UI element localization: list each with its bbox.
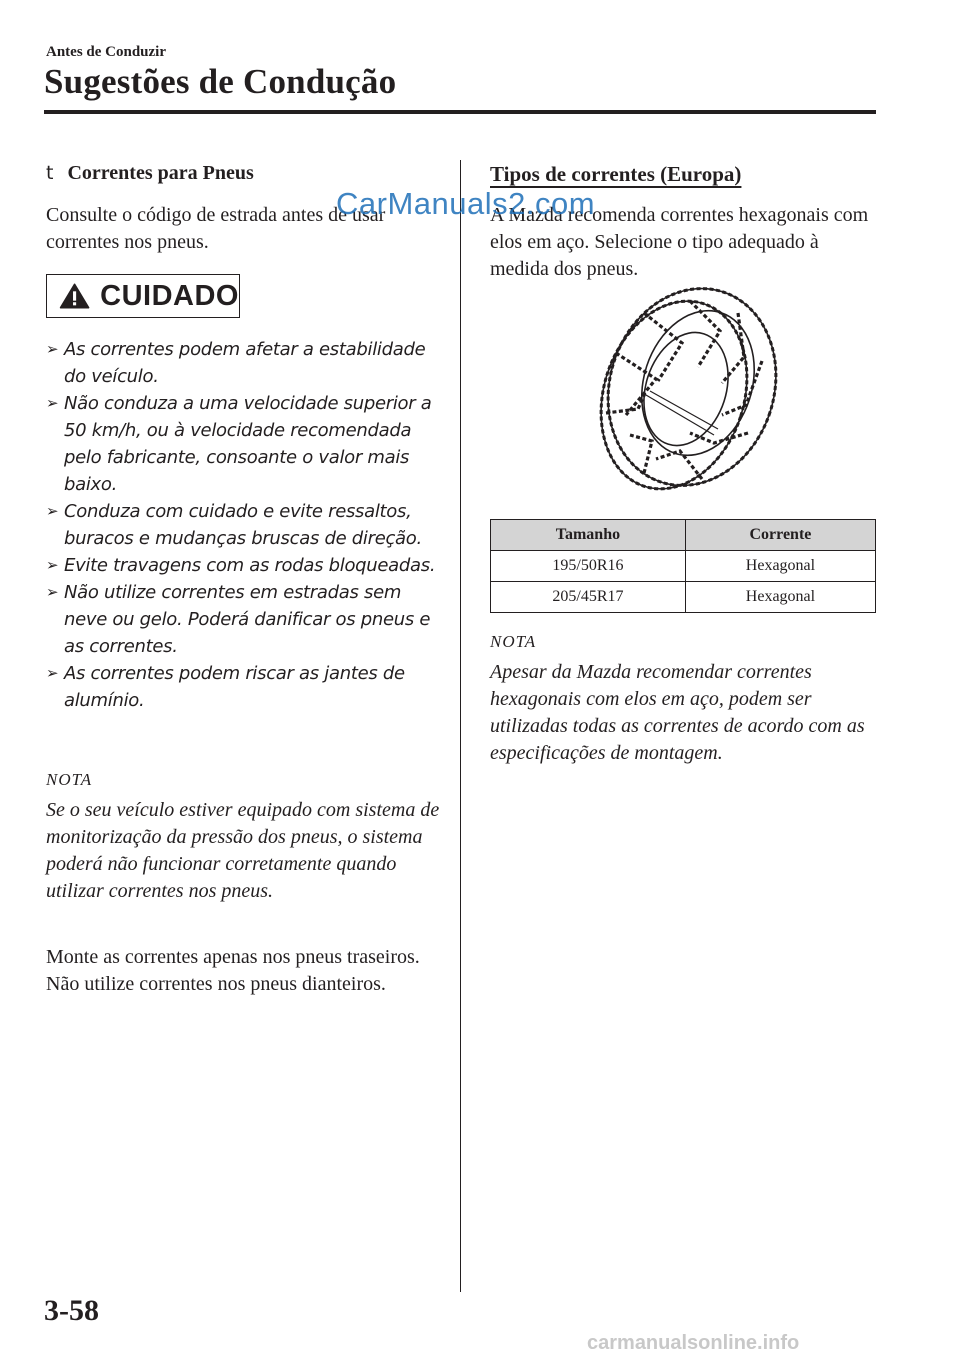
note-text-tpms: Se o seu veículo estiver equipado com sistema de monitorização da pressão dos pneus, o sistema poderá não funcionar corretamente quando utilizar correntes nos pneus. xyxy=(46,799,440,902)
note-heading-right: NOTA xyxy=(490,632,537,651)
cell-size: 195/50R16 xyxy=(491,551,686,582)
section-heading-chain-types: Tipos de correntes (Europa) xyxy=(490,162,742,186)
caution-item: ➢ Evite travagens com as rodas bloqueadas. xyxy=(46,552,446,579)
footer-watermark: carmanualsonline.info xyxy=(587,1332,800,1354)
table-row xyxy=(491,551,876,582)
arrow-bullet-icon: ➢ xyxy=(46,664,59,682)
table-row xyxy=(491,582,876,613)
note-text-chains: Apesar da Mazda recomendar correntes hexagonais com elos em aço, podem ser utilizadas todas as correntes de acordo com as especificações de montagem. xyxy=(490,661,865,764)
caution-box xyxy=(46,274,240,318)
section-heading-text: Correntes para Pneus xyxy=(67,162,254,184)
cell-size: 205/45R17 xyxy=(491,582,686,613)
table-header-row xyxy=(491,520,876,551)
closing-line-front: Não utilize correntes nos pneus dianteiros. xyxy=(46,973,386,995)
caution-label: CUIDADO xyxy=(100,279,239,312)
note-heading: NOTA xyxy=(46,770,93,789)
caution-list xyxy=(46,336,446,714)
page-title: Sugestões de Condução xyxy=(44,62,397,101)
chain-size-table xyxy=(490,519,876,613)
cell-chain: Hexagonal xyxy=(685,582,875,613)
column-divider xyxy=(460,160,461,1292)
header-chain: Corrente xyxy=(685,520,875,551)
caution-item: ➢ As correntes podem afetar a estabilidade do veículo. xyxy=(46,336,446,390)
page-number: 3-58 xyxy=(44,1294,99,1327)
caution-item: ➢ Conduza com cuidado e evite ressaltos, buracos e mudanças bruscas de direção. xyxy=(46,498,446,552)
warning-triangle-icon xyxy=(59,279,90,313)
intro-paragraph: Consulte o código de estrada antes de usar correntes nos pneus. xyxy=(46,204,386,253)
caution-item: ➢ Não conduza a uma velocidade superior a 50 km/h, ou à velocidade recomendada pelo fabricante, consoante o valor mais baixo. xyxy=(46,390,446,498)
section-heading-tire-chains xyxy=(46,162,254,185)
closing-line-rear: Monte as correntes apenas nos pneus traseiros. xyxy=(46,946,420,968)
tire-chain-illustration-icon xyxy=(586,283,782,499)
header-size: Tamanho xyxy=(491,520,686,551)
chapter-kicker: Antes de Conduzir xyxy=(46,44,167,60)
watermark-carmanuals2: CarManuals2.com xyxy=(336,186,596,221)
arrow-bullet-icon: ➢ xyxy=(46,340,59,358)
arrow-bullet-icon: ➢ xyxy=(46,502,59,520)
caution-item: ➢ As correntes podem riscar as jantes de alumínio. xyxy=(46,660,446,714)
arrow-bullet-icon: ➢ xyxy=(46,583,59,601)
section-marker: t xyxy=(46,162,54,184)
title-rule xyxy=(44,110,876,114)
caution-item: ➢ Não utilize correntes em estradas sem neve ou gelo. Poderá danificar os pneus e as correntes. xyxy=(46,579,446,660)
closing-paragraph xyxy=(46,944,446,998)
arrow-bullet-icon: ➢ xyxy=(46,556,59,574)
chain-types-intro: A Mazda recomenda correntes hexagonais com elos em aço. Selecione o tipo adequado à medida dos pneus. xyxy=(490,204,869,280)
arrow-bullet-icon: ➢ xyxy=(46,394,59,412)
cell-chain: Hexagonal xyxy=(685,551,875,582)
